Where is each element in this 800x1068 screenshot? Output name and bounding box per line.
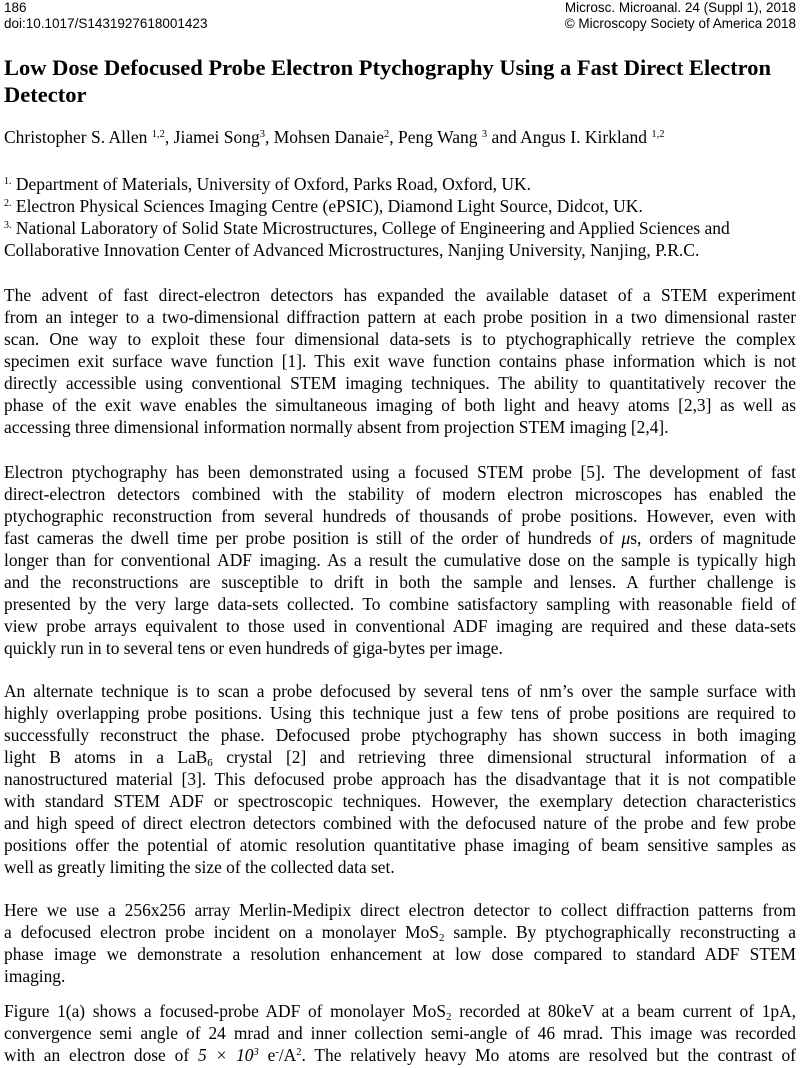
text-line: phase of the exit wave enables the simultaneous imaging of both light and heavy atoms [2,3] as well as [4, 395, 796, 415]
affiliation-number: 1. [4, 176, 12, 187]
text-segment: sample. By ptychographically reconstructing a [444, 922, 796, 942]
paper-title: Low Dose Defocused Probe Electron Ptychography Using a Fast Direct Electron Detector [4, 55, 771, 107]
affiliation [4, 217, 796, 261]
text-segment: s, orders of magnitude [630, 528, 796, 548]
text-line: An alternate technique is to scan a probe defocused by several tens of nm’s over the sample surface with [4, 681, 796, 701]
body-paragraph [4, 899, 796, 987]
text-line: and the reconstructions are susceptible to drift in both the sample and lenses. A further challenge is [4, 572, 796, 592]
author-name: Mohsen Danaie [273, 127, 385, 147]
text-line: and high speed of direct electron detectors combined with the defocused nature of the probe and few probe [4, 813, 796, 833]
text-line: successfully reconstruct the phase. Defocused probe ptychography has shown success in both imaging [4, 725, 796, 745]
text-line: nanostructured material [3]. This defocused probe approach has the disadvantage that it is not compatible [4, 769, 796, 789]
text-segment: a defocused electron probe incident on a monolayer MoS [4, 922, 439, 942]
subscript: 6 [207, 757, 213, 769]
affiliation-text: National Laboratory of Solid State Microstructures, College of Engineering and Applied Sciences and Collaborative Innovation Center of Advanced Microstructures, Nanjing University, Nanjing, P.R.C. [4, 218, 730, 260]
text-line: Here we use a 256x256 array Merlin-Medipix direct electron detector to collect diffraction patterns from [4, 900, 796, 920]
dose-exponent: 3 [253, 1047, 259, 1058]
text-line: quickly run in to several tens or even hundreds of giga-bytes per image. [4, 638, 503, 658]
text-line: ptychographic reconstruction from several hundreds of thousands of probe positions. However, even with [4, 506, 796, 526]
text-line: specimen exit surface wave function [1]. This exit wave function contains phase information which is not [4, 351, 796, 371]
author-name: Christopher S. Allen [4, 127, 148, 147]
author-separator: , [389, 127, 399, 147]
affiliation [4, 173, 796, 195]
text-line: scan. One way to exploit these four dimensional data-sets is to ptychographically retrieve the complex [4, 329, 796, 349]
superscript: - [275, 1047, 279, 1058]
text-line [4, 1000, 796, 1022]
mu-symbol: μ [621, 528, 631, 548]
author-name: Angus I. Kirkland [520, 127, 648, 147]
affiliation-number: 3. [4, 220, 12, 231]
text-line: phase image we demonstrate a resolution enhancement at low dose compared to standard ADF STEM [4, 944, 796, 964]
text-line: convergence semi angle of 24 mrad and inner collection semi-angle of 46 mrad. This image was recorded [4, 1023, 796, 1043]
author-affiliation-mark: 1,2 [151, 129, 165, 140]
text-line: with standard STEM ADF or spectroscopic techniques. However, the exemplary detection characteristics [4, 791, 796, 811]
author-affiliation-mark: 2 [384, 129, 390, 140]
text-line: presented by the very large data-sets collected. To combine satisfactory sampling with reasonable field of [4, 594, 796, 614]
text-line: direct-electron detectors combined with the stability of modern electron microscopes has enabled the [4, 484, 796, 504]
body-paragraph [4, 680, 796, 878]
author-name: Jiamei Song [173, 127, 260, 147]
text-segment: Figure 1(a) shows a focused-probe ADF of monolayer MoS [4, 1001, 447, 1021]
text-line: The advent of fast direct-electron detectors has expanded the available dataset of a STEM experiment [4, 285, 796, 305]
dose-value: 5 × 10 [197, 1045, 254, 1065]
text-line [4, 746, 796, 768]
subscript: 2 [446, 1011, 452, 1023]
superscript: 2 [296, 1047, 302, 1058]
text-line: Electron ptychography has been demonstrated using a focused STEM probe [5]. The development of fast [4, 462, 796, 482]
dose-unit: /A [278, 1045, 297, 1065]
text-line [4, 1044, 796, 1066]
doi: doi:10.1017/S1431927618001423 [4, 16, 208, 31]
author-list [4, 126, 794, 148]
affiliation-number: 2. [4, 198, 12, 209]
text-segment: . The relatively heavy Mo atoms are resolved but the contrast of [301, 1045, 796, 1065]
text-line: well as greatly limiting the size of the collected data set. [4, 857, 395, 877]
author-affiliation-mark: 1,2 [651, 129, 665, 140]
affiliation-text: Department of Materials, University of Oxford, Parks Road, Oxford, UK. [15, 174, 532, 194]
text-segment: recorded at 80keV at a beam current of 1pA, [451, 1001, 796, 1021]
text-segment: crystal [2] and retrieving three dimensional structural information of a [212, 747, 796, 767]
copyright: © Microscopy Society of America 2018 [564, 16, 796, 31]
text-line: positions offer the potential of atomic resolution quantitative phase imaging of beam sensitive samples as [4, 835, 796, 855]
text-line: view probe arrays equivalent to those used in conventional ADF imaging are required and these data-sets [4, 616, 796, 636]
body-paragraph [4, 284, 796, 438]
text-line: highly overlapping probe positions. Using this technique just a few tens of probe positions are required to [4, 703, 796, 723]
author-name: Peng Wang [398, 127, 478, 147]
text-segment: fast cameras the dwell time per probe position is still of the order of hundreds of [4, 528, 622, 548]
text-segment: light B atoms in a LaB [4, 747, 208, 767]
text-line: imaging. [4, 966, 66, 986]
page-number: 186 [4, 0, 27, 15]
journal-citation: Microsc. Microanal. 24 (Suppl 1), 2018 [564, 0, 796, 15]
subscript: 2 [438, 932, 445, 944]
body-paragraph [4, 1000, 796, 1066]
text-line: accessing three dimensional information normally absent from projection STEM imaging [2,4]. [4, 417, 669, 437]
text-line: directly accessible using conventional STEM imaging techniques. The ability to quantitatively recover the [4, 373, 796, 393]
author-separator: , [164, 127, 174, 147]
dose-unit: e [258, 1045, 276, 1065]
affiliation [4, 195, 796, 217]
text-segment: with an electron dose of [4, 1045, 198, 1065]
author-separator: , [264, 127, 274, 147]
text-line: longer than for conventional ADF imaging. As a result the cumulative dose on the sample is typically high [4, 550, 796, 570]
affiliation-text: Electron Physical Sciences Imaging Centre (ePSIC), Diamond Light Source, Didcot, UK. [15, 196, 643, 216]
author-separator: and [487, 127, 521, 147]
text-line [4, 921, 796, 943]
text-line [4, 527, 796, 549]
text-line: from an integer to a two-dimensional diffraction pattern at each probe position in a two dimensional raster [4, 307, 796, 327]
author-affiliation-mark: 3 [259, 129, 265, 140]
body-paragraph [4, 461, 796, 659]
author-affiliation-mark: 3 [481, 129, 488, 140]
